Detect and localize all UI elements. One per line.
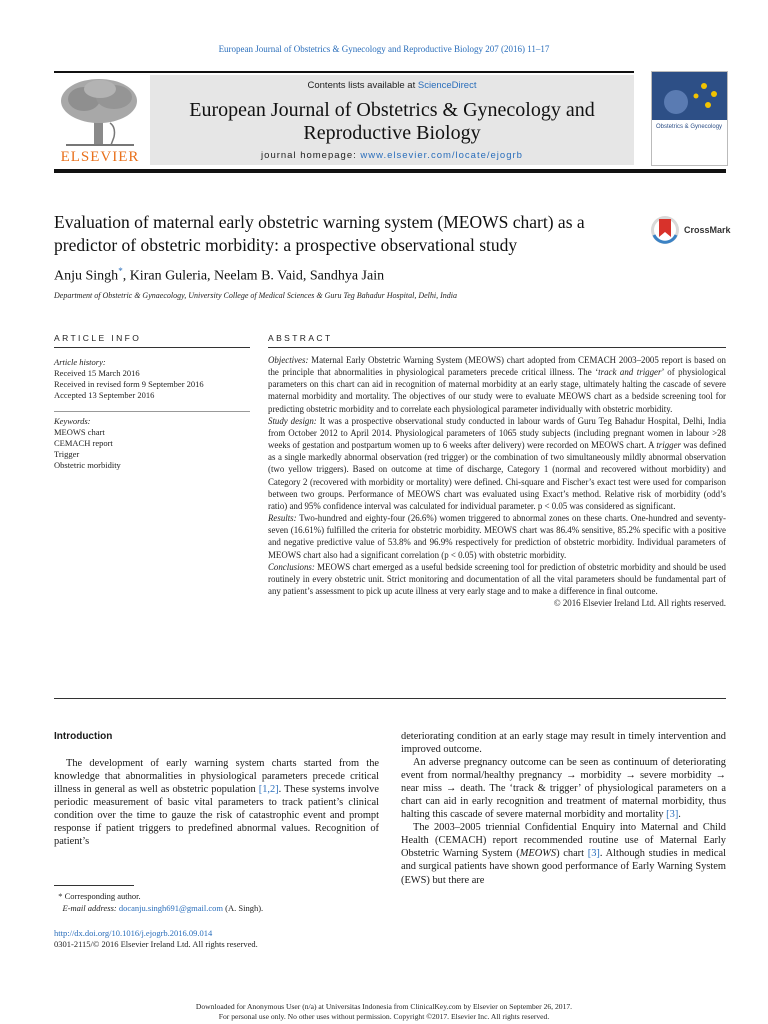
- abstract-body: [268, 354, 726, 609]
- reference-link[interactable]: [3]: [587, 848, 600, 860]
- keywords-label: Keywords:: [54, 416, 91, 426]
- abstract-copyright: © 2016 Elsevier Ireland Ltd. All rights reserved.: [553, 598, 726, 609]
- keyword-item: CEMACH report: [54, 438, 113, 448]
- crossmark-button[interactable]: [650, 213, 730, 247]
- cover-title: Obstetrics & Gynecology: [656, 124, 723, 130]
- article-info-divider: [54, 411, 250, 412]
- download-notice-line: For personal use only. No other uses without permission. Copyright ©2017. Elsevier Inc. All rights reserved.: [218, 1012, 550, 1021]
- body-paragraph: The development of early warning system charts started from the knowledge that abnormalities in physiological parameters precede critical illness in general as well as obstetric population [1,2]. These systems involve periodic measurement of basic vital parameters to track patient’s clinical condition over the time to gauze the risk of catastrophic event and prompt response if patient triggers to predefined abnormal values. Recognition of patient’s: [54, 758, 379, 848]
- elsevier-tree-icon: [54, 77, 146, 149]
- author-names: , Kiran Guleria, Neelam B. Vaid, Sandhya Jain: [122, 268, 385, 284]
- reference-link[interactable]: [1,2]: [258, 784, 279, 796]
- body-column-right: [401, 730, 726, 887]
- elsevier-logo: [54, 77, 146, 165]
- introduction-heading: Introduction: [54, 731, 113, 742]
- keyword-item: Trigger: [54, 449, 80, 459]
- footnote-corresponding: * Corresponding author.: [58, 891, 141, 901]
- doi-link[interactable]: http://dx.doi.org/10.1016/j.ejogrb.2016.09.014: [54, 928, 213, 938]
- footnote-email: E-mail address: docanju.singh691@gmail.com (A. Singh).: [62, 903, 264, 913]
- crossmark-label: CrossMark: [684, 225, 731, 235]
- author-email-link[interactable]: docanju.singh691@gmail.com: [118, 903, 224, 913]
- history-accepted: Accepted 13 September 2016: [54, 390, 155, 400]
- header-top-rule: [54, 71, 634, 73]
- sciencedirect-link[interactable]: ScienceDirect: [417, 80, 477, 91]
- author-list: [54, 266, 384, 285]
- history-received: Received 15 March 2016: [54, 368, 140, 378]
- article-history: [54, 357, 250, 401]
- contents-available-line: Contents lists available at ScienceDirect: [307, 80, 477, 91]
- journal-homepage-line: journal homepage: www.elsevier.com/locate/ejogrb: [261, 150, 523, 161]
- cover-band: [652, 72, 727, 120]
- body-column-left: [54, 730, 379, 848]
- download-notice-line: Downloaded for Anonymous User (n/a) at Universitas Indonesia from ClinicalKey.com by Elsevier on September 26, 2017.: [195, 1002, 573, 1011]
- article-info-heading: ARTICLE INFO: [54, 333, 142, 343]
- download-notice: [0, 1002, 768, 1022]
- body-paragraph: An adverse pregnancy outcome can be seen as continuum of deteriorating event from normal/healthy pregnancy → morbidity → severe morbidity → near miss → death. The ‘track & trigger’ of physiological parameters on a chart can aid in early recognition and treatment of maternal morbidity, thus halting this cascade of severe maternal morbidity and mortality [3].: [401, 757, 726, 821]
- journal-title: European Journal of Obstetrics & Gynecology and Reproductive Biology: [189, 99, 595, 144]
- elsevier-wordmark: ELSEVIER: [60, 149, 140, 165]
- body-paragraph: The 2003–2005 triennial Confidential Enquiry into Maternal and Child Health (CEMACH) report recommended routine use of Maternal Early Obstetric Warning System (MEOWS) chart [3]. Although studies in medical and surgical patients have shown good performance of Early Warning System (EWS) but there are: [401, 822, 726, 886]
- journal-citation-link[interactable]: European Journal of Obstetrics & Gynecology and Reproductive Biology 207 (2016) 11–17: [218, 44, 550, 54]
- keyword-item: MEOWS chart: [54, 427, 105, 437]
- abstract-conclusions: Conclusions: MEOWS chart emerged as a useful bedside screening tool for prediction of obstetric morbidity and should be used routinely in every obstetric unit. Strict monitoring and documentation of all the vital parameters should be fundamental part of any patient’s assessment to pick up acute illness at very early stage and to make a difference in final outcome.: [268, 561, 726, 596]
- author-affiliation: Department of Obstetric & Gynaecology, University College of Medical Sciences & Guru Teg Bahadur Hospital, Delhi, India: [54, 291, 457, 300]
- keywords: [54, 416, 250, 471]
- abstract-bottom-rule: [54, 698, 726, 699]
- header-bottom-rule: [54, 169, 726, 173]
- history-label: Article history:: [54, 357, 106, 367]
- journal-homepage-link[interactable]: www.elsevier.com/locate/ejogrb: [360, 150, 523, 161]
- article-info-rule: [54, 347, 250, 348]
- keyword-item: Obstetric morbidity: [54, 460, 121, 470]
- issn-rights: 0301-2115/© 2016 Elsevier Ireland Ltd. All rights reserved.: [54, 939, 258, 949]
- corresponding-author-footnote: [54, 890, 379, 914]
- abstract-results: Results: Two-hundred and eighty-four (26.6%) women triggered to abnormal zones on these charts. One-hundred and seventy-seven (16.61%) fulfilled the criteria for obstetric morbidity. MEOWS chart was 86.4% sensitive, 85.2% specific with a positive and negative predictive value of 53.8% and 96.9% respectively for prediction of obstetric morbidity. Individual parameters of MEOWS chart also had a significant correlation (p < 0.05) with obstetric morbidity.: [268, 513, 726, 560]
- footnote-rule: [54, 885, 134, 886]
- abstract-study-design: Study design: It was a prospective observational study conducted in labour wards of Guru Teg Bahadur Hospital, Delhi, India from October 2012 to April 2014. Physiological parameters of 1065 study subjects (including pregnant women in labour >28 weeks of gestation and postpartum women up to 6 weeks after delivery) were recorded on MEOWS chart. A trigger was defined as a single markedly abnormal observation (red trigger) or the combination of two simultaneously mildly abnormal observation (two yellow triggers). Based on outcome at time of discharge, Category 1 (normal and recovered without morbidity) and Category 2 (recovered with morbidity or mortality) were defined. Chi-square and Fischer’s exact test were used for comparison between two groups. Performance of MEOWS chart was evaluated using Exact’s method. Relative risk of morbidity (odd’s ratio) and 95% confidence interval was calculated for individual parameter. p < 0.05 was considered as significant.: [268, 415, 727, 511]
- abstract-objectives: Objectives: Maternal Early Obstetric Warning System (MEOWS) chart adopted from CEMACH 2003–2005 report is based on the principle that abnormalities in physiological parameters precede critical illness. The ‘track and trigger’ of physiological parameters on this chart can aid in recognition of maternal morbidity at an early stage, ultimately halting the cascade of severe maternal morbidity and mortality. The objectives of our study were to evaluate MEOWS chart as a bedside screening tool for predicting obstetric morbidity and to correlate each physiological parameter individually with obstetric morbidity.: [268, 355, 727, 414]
- doi-block: [54, 928, 379, 950]
- journal-cover-image: [651, 71, 728, 166]
- abstract-rule: [268, 347, 726, 348]
- reference-link[interactable]: [3]: [666, 809, 679, 821]
- body-paragraph: deteriorating condition at an early stage may result in timely intervention and improved outcome.: [401, 731, 726, 756]
- corresponding-author-mark[interactable]: *: [118, 266, 123, 276]
- history-revised: Received in revised form 9 September 2016: [54, 379, 204, 389]
- crossmark-icon: [650, 213, 680, 247]
- abstract-heading: ABSTRACT: [268, 333, 333, 343]
- author-name-corresponding: Anju Singh: [54, 268, 119, 284]
- journal-masthead: [150, 75, 634, 165]
- cover-stars-icon: [652, 72, 727, 120]
- paper-title: Evaluation of maternal early obstetric warning system (MEOWS chart) as a predictor of obstetric morbidity: a prospective observational study: [54, 212, 585, 255]
